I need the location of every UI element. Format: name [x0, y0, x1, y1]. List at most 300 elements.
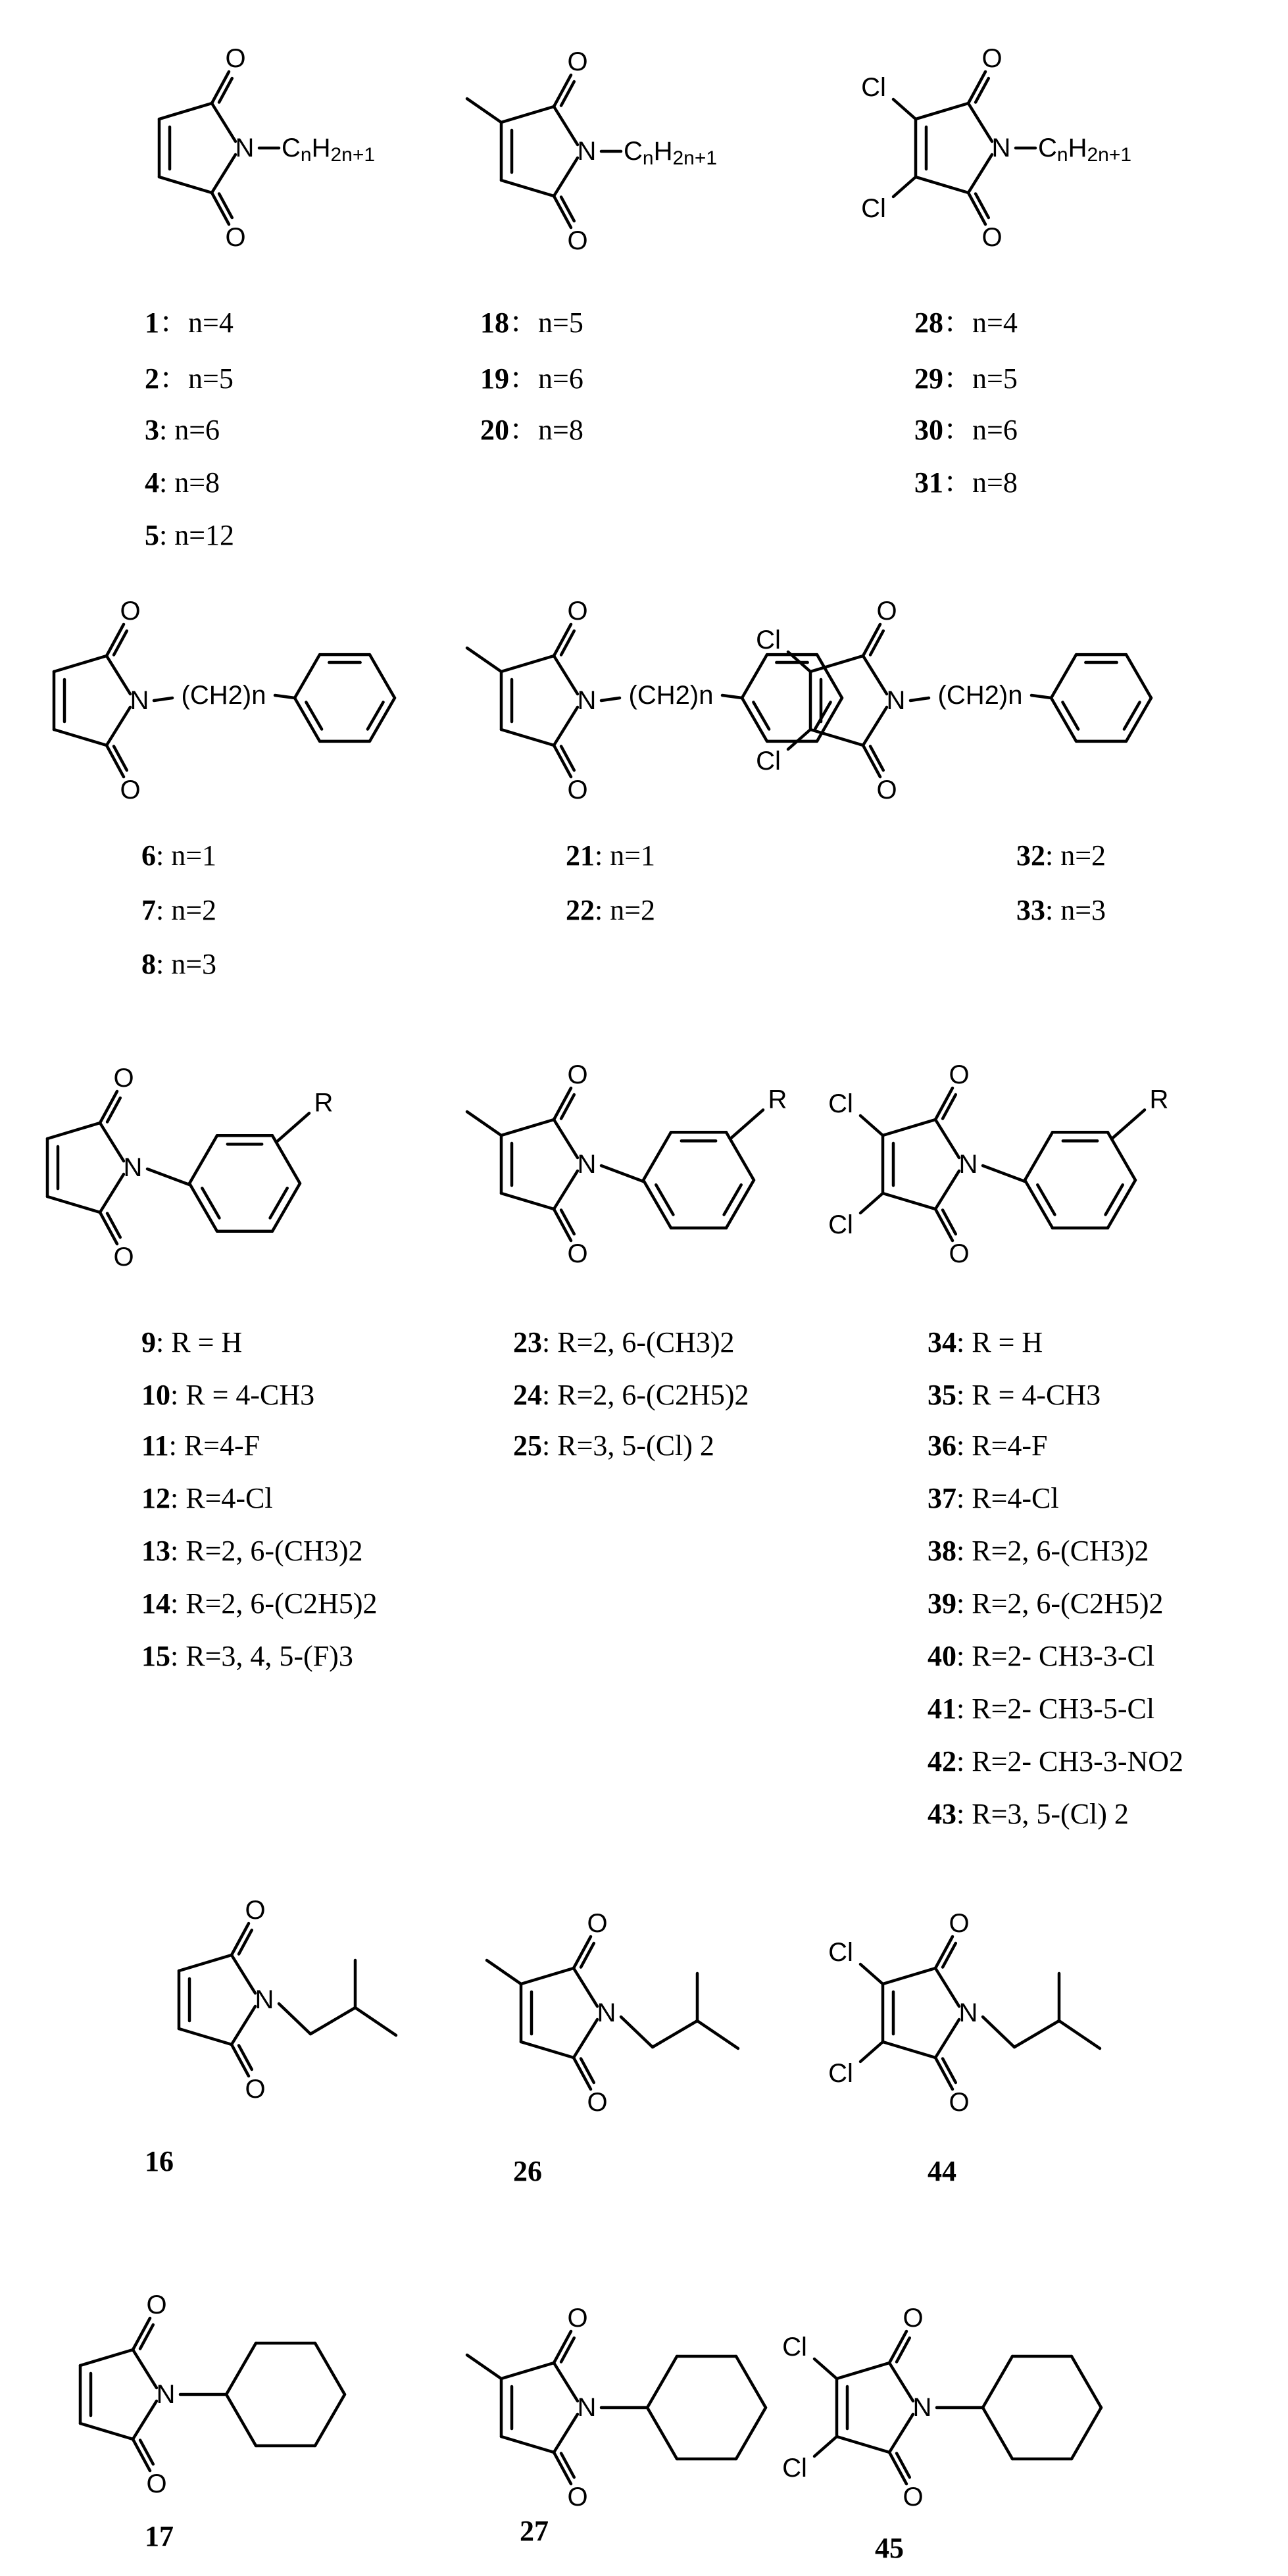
oxygen-atom: O	[567, 597, 588, 626]
compound-number: 32	[1016, 839, 1045, 872]
chlorine-atom: Cl	[861, 73, 886, 102]
compound-label-28	[914, 307, 1018, 339]
bond-ring	[100, 1174, 124, 1212]
bond-ring	[521, 1968, 574, 1984]
compound-substituent: : n=3	[1045, 894, 1106, 926]
compound-substituent: : R=4-Cl	[956, 1482, 1059, 1514]
compound-label-33	[1016, 894, 1106, 926]
bond-aromatic	[753, 702, 769, 729]
bond-ring	[226, 2343, 256, 2394]
compound-label-41	[928, 1693, 1154, 1725]
compound-label-6	[141, 839, 216, 872]
n-alkyl-bond	[697, 2021, 738, 2048]
compound-substituent: : R=4-Cl	[170, 1482, 273, 1514]
chlorine-atom: Cl	[861, 194, 886, 223]
compound-label-8	[141, 948, 216, 980]
chain-bond	[275, 695, 295, 698]
compound-label-37	[928, 1482, 1059, 1514]
bond-carbonyl	[114, 631, 127, 655]
bond-ring	[159, 177, 212, 193]
bond-carbonyl	[140, 2325, 153, 2348]
compound-substituent: : R=3, 5-(Cl) 2	[956, 1798, 1129, 1830]
chlorine-atom: Cl	[828, 1938, 853, 1967]
nitrogen-atom: N	[577, 1150, 597, 1179]
structure-1-5	[159, 44, 375, 252]
compound-label-38	[928, 1535, 1149, 1567]
bond-carbonyl	[976, 193, 989, 217]
bond-ring	[100, 1123, 124, 1161]
compound-label-19	[480, 362, 583, 395]
bond-aromatic	[724, 1185, 741, 1214]
bond-ring	[883, 1120, 935, 1135]
compound-number: 39	[928, 1587, 956, 1620]
chlorine-atom: Cl	[756, 747, 781, 776]
compound-label-45	[875, 2532, 904, 2564]
nitrogen-atom: N	[235, 134, 255, 162]
bond-carbonyl	[114, 746, 127, 770]
n-alkyl-bond	[983, 2017, 1014, 2047]
bond-carbonyl	[943, 2058, 956, 2082]
compound-number: 10	[141, 1379, 170, 1411]
bond-ring	[554, 656, 578, 694]
nitrogen-atom: N	[577, 2393, 597, 2422]
bond-ring	[80, 2423, 133, 2439]
bond-ring	[1025, 1132, 1053, 1180]
compound-number: 11	[141, 1429, 169, 1462]
nitrogen-atom: N	[156, 2380, 176, 2409]
compound-label-29	[914, 362, 1018, 395]
compound-substituent: : R = 4-CH3	[956, 1379, 1101, 1411]
compound-label-17	[145, 2520, 174, 2552]
bond-ring	[501, 1120, 554, 1135]
bond-ring	[968, 155, 992, 193]
bond-ring	[863, 656, 887, 694]
structure-27	[467, 2304, 766, 2512]
oxygen-atom: O	[587, 2088, 608, 2117]
chloro-bond	[860, 2042, 883, 2062]
bond-ring	[916, 103, 968, 119]
n-alkyl-bond	[279, 2004, 310, 2034]
structure-21-22	[467, 597, 842, 805]
oxygen-atom: O	[903, 2483, 924, 2512]
bond-ring	[501, 2437, 554, 2452]
chain-label: (CH2)n	[628, 681, 714, 710]
compound-substituent: : n=1	[156, 839, 217, 872]
compound-substituent: : n=2	[1045, 839, 1106, 872]
compound-number: 26	[513, 2155, 542, 2187]
oxygen-atom: O	[587, 1909, 608, 1938]
bond-ring	[837, 2437, 889, 2452]
bond-aromatic	[1037, 1185, 1054, 1214]
compound-substituent: : n=3	[156, 948, 217, 980]
bond-carbonyl	[897, 2338, 910, 2362]
bond-carbonyl	[943, 1943, 956, 1967]
compound-number: 20	[480, 414, 509, 446]
alkyl-chain-label: $C_nH_{2n+1}$	[624, 137, 718, 169]
bond-ring	[574, 1968, 597, 2006]
bond-aromatic	[656, 1185, 673, 1214]
compound-number: 40	[928, 1640, 956, 1672]
bond-ring	[554, 158, 578, 196]
structure-28-31	[861, 44, 1131, 252]
compound-number: 19	[480, 362, 509, 395]
compound-number: 18	[480, 307, 509, 339]
bond-carbonyl	[581, 2058, 594, 2082]
compound-number: 44	[928, 2155, 956, 2187]
bond-ring	[554, 707, 578, 745]
compound-number: 27	[520, 2515, 549, 2547]
compound-number: 37	[928, 1482, 956, 1514]
bond-ring	[883, 1193, 935, 1209]
bond-ring	[501, 180, 554, 196]
bond-carbonyl	[219, 193, 232, 217]
bond-ring	[554, 1120, 578, 1158]
bond-ring	[554, 1171, 578, 1209]
compound-number: 14	[141, 1587, 170, 1620]
compound-label-34	[928, 1326, 1043, 1358]
compound-label-18	[480, 307, 583, 339]
oxygen-atom: O	[949, 1060, 970, 1089]
oxygen-atom: O	[225, 44, 246, 73]
chlorine-atom: Cl	[828, 1089, 853, 1118]
bond-ring	[736, 2356, 766, 2408]
chain-label: (CH2)n	[937, 681, 1023, 710]
chloro-bond	[788, 730, 810, 749]
bond-carbonyl	[943, 1210, 956, 1233]
compound-label-5	[145, 519, 234, 551]
structure-23-25	[467, 1060, 787, 1268]
chloro-bond	[893, 177, 916, 197]
r-group-label: R	[314, 1088, 334, 1118]
bond-ring	[54, 730, 107, 745]
compound-substituent: ：n=6	[509, 362, 583, 395]
bond-ring	[863, 707, 887, 745]
compound-number: 36	[928, 1429, 956, 1462]
compound-label-20	[480, 414, 583, 446]
bond-ring	[935, 1171, 959, 1209]
bond-ring	[159, 103, 212, 119]
chain-bond	[1031, 695, 1051, 698]
structure-16	[179, 1896, 396, 2104]
bond-ring	[370, 655, 395, 698]
compound-label-30	[914, 414, 1018, 446]
methyl-bond	[467, 99, 501, 122]
bond-aromatic	[306, 702, 322, 729]
r-group-label: R	[768, 1085, 787, 1114]
nitrogen-atom: N	[130, 686, 149, 715]
bond-ring	[315, 2343, 345, 2394]
compound-number: 5	[145, 519, 159, 551]
n-alkyl-bond	[621, 2017, 653, 2047]
compound-number: 22	[566, 894, 595, 926]
compound-number: 7	[141, 894, 156, 926]
n-aryl-bond	[983, 1166, 1025, 1181]
nitrogen-atom: N	[577, 686, 597, 715]
compound-number: 16	[145, 2145, 174, 2177]
chloro-bond	[860, 1193, 883, 1213]
chloro-bond	[893, 99, 916, 119]
bond-carbonyl	[219, 78, 232, 102]
bond-carbonyl	[943, 1095, 956, 1118]
alkyl-chain-label: $C_nH_{2n+1}$	[1038, 134, 1132, 166]
compound-number: 21	[566, 839, 595, 872]
bond-ring	[1072, 2408, 1101, 2459]
r-group-label: R	[1149, 1085, 1169, 1114]
bond-aromatic	[270, 1188, 287, 1218]
chain-bond	[154, 698, 172, 701]
compound-substituent: : n=2	[595, 894, 656, 926]
compound-substituent: : n=2	[156, 894, 217, 926]
compound-label-21	[566, 839, 655, 872]
compound-substituent: ：n=5	[509, 307, 583, 339]
bond-ring	[212, 103, 235, 141]
nitrogen-atom: N	[886, 686, 906, 715]
bond-ring	[133, 2401, 157, 2439]
bond-ring	[935, 1120, 959, 1158]
compound-substituent: ：n=5	[159, 362, 234, 395]
bond-carbonyl	[976, 78, 989, 102]
oxygen-atom: O	[146, 2469, 167, 2498]
compound-substituent: : R=2- CH3-5-Cl	[956, 1693, 1155, 1725]
compound-label-25	[513, 1429, 714, 1462]
compound-label-32	[1016, 839, 1106, 872]
bond-ring	[983, 2356, 1012, 2408]
oxygen-atom: O	[903, 2304, 924, 2333]
compound-number: 41	[928, 1693, 956, 1725]
compound-substituent: ：n=4	[943, 307, 1018, 339]
compound-substituent: : R = 4-CH3	[170, 1379, 315, 1411]
methyl-bond	[467, 1112, 501, 1135]
bond-ring	[521, 2042, 574, 2058]
oxygen-atom: O	[567, 776, 588, 805]
chlorine-atom: Cl	[782, 2333, 807, 2362]
compound-label-43	[928, 1798, 1129, 1830]
compound-number: 17	[145, 2520, 174, 2552]
compound-label-13	[141, 1535, 362, 1567]
compound-label-27	[520, 2515, 549, 2547]
bond-ring	[226, 2394, 256, 2446]
structure-18-20	[467, 47, 717, 255]
compound-substituent: : n=12	[159, 519, 235, 551]
bond-ring	[889, 2414, 913, 2452]
compound-label-36	[928, 1429, 1048, 1462]
compound-number: 24	[513, 1379, 542, 1411]
bond-ring	[189, 1135, 217, 1183]
oxygen-atom: O	[120, 597, 141, 626]
compound-label-11	[141, 1429, 260, 1462]
oxygen-atom: O	[876, 597, 897, 626]
bond-ring	[232, 2006, 255, 2044]
compound-number: 35	[928, 1379, 956, 1411]
r-substituent-bond	[1112, 1110, 1145, 1139]
oxygen-atom: O	[567, 2304, 588, 2333]
bond-ring	[736, 2408, 766, 2459]
compound-number: 34	[928, 1326, 956, 1358]
chloro-bond	[814, 2437, 837, 2456]
compound-substituent: : R=4-F	[168, 1429, 260, 1462]
compound-number: 6	[141, 839, 156, 872]
bond-carbonyl	[561, 1210, 574, 1233]
chain-bond	[910, 698, 929, 701]
oxygen-atom: O	[567, 1239, 588, 1268]
oxygen-atom: O	[949, 2088, 970, 2117]
oxygen-atom: O	[225, 223, 246, 252]
bond-ring	[315, 2394, 345, 2446]
n-alkyl-bond	[653, 2021, 697, 2047]
bond-carbonyl	[107, 1098, 120, 1122]
structure-32-33	[756, 597, 1151, 805]
chloro-bond	[860, 1116, 883, 1135]
bond-ring	[983, 2408, 1012, 2459]
bond-ring	[883, 2042, 935, 2058]
chlorine-atom: Cl	[828, 2059, 853, 2088]
compound-label-44	[928, 2155, 956, 2187]
compound-label-2	[145, 362, 234, 395]
bond-ring	[935, 2019, 959, 2058]
compound-number: 8	[141, 948, 156, 980]
nitrogen-atom: N	[255, 1985, 274, 2014]
compound-substituent: : n=1	[595, 839, 656, 872]
oxygen-atom: O	[120, 776, 141, 805]
compound-number: 25	[513, 1429, 542, 1462]
bond-ring	[107, 707, 130, 745]
bond-carbonyl	[561, 1095, 574, 1118]
compound-number: 3	[145, 414, 159, 446]
compound-substituent: : R=3, 5-(Cl) 2	[542, 1429, 714, 1462]
bond-ring	[80, 2350, 133, 2365]
compound-number: 43	[928, 1798, 956, 1830]
bond-ring	[574, 2019, 597, 2058]
compound-number: 42	[928, 1745, 956, 1777]
bond-ring	[554, 2363, 578, 2401]
bond-ring	[742, 655, 767, 698]
compound-label-7	[141, 894, 216, 926]
structure-34-43	[828, 1060, 1168, 1268]
bond-ring	[107, 656, 130, 694]
bond-carbonyl	[897, 2453, 910, 2477]
compound-number: 2	[145, 362, 159, 395]
bond-carbonyl	[239, 1930, 252, 1954]
compound-number: 31	[914, 466, 943, 499]
oxygen-atom: O	[949, 1909, 970, 1938]
bond-ring	[295, 655, 320, 698]
compound-number: 45	[875, 2532, 904, 2564]
compound-substituent: : R=2, 6-(CH3)2	[170, 1535, 363, 1567]
chain-bond	[722, 695, 742, 698]
compound-label-12	[141, 1482, 273, 1514]
compound-label-24	[513, 1379, 749, 1411]
compound-substituent: : R=2, 6-(C2H5)2	[542, 1379, 749, 1411]
compound-substituent: : R=2, 6-(CH3)2	[542, 1326, 735, 1358]
compound-number: 33	[1016, 894, 1045, 926]
bond-ring	[179, 1955, 232, 1971]
chloro-bond	[814, 2359, 837, 2379]
oxygen-atom: O	[146, 2291, 167, 2319]
bond-ring	[916, 177, 968, 193]
n-alkyl-bond	[355, 2008, 396, 2035]
oxygen-atom: O	[567, 1060, 588, 1089]
compound-label-3	[145, 414, 220, 446]
compound-label-4	[145, 466, 220, 499]
bond-ring	[968, 103, 992, 141]
compound-substituent: : R=2, 6-(C2H5)2	[170, 1587, 378, 1620]
oxygen-atom: O	[113, 1243, 134, 1272]
compound-label-14	[141, 1587, 377, 1620]
bond-aromatic	[368, 702, 384, 729]
bond-ring	[501, 656, 554, 672]
r-substituent-bond	[276, 1113, 309, 1142]
bond-carbonyl	[561, 197, 574, 220]
nitrogen-atom: N	[958, 1150, 978, 1179]
methyl-bond	[467, 648, 501, 672]
oxygen-atom: O	[245, 2075, 266, 2104]
bond-ring	[647, 2356, 677, 2408]
n-aryl-bond	[147, 1169, 189, 1185]
bond-aromatic	[1062, 702, 1078, 729]
compound-substituent: : R=2- CH3-3-NO2	[956, 1745, 1184, 1777]
compound-number: 13	[141, 1535, 170, 1567]
bond-carbonyl	[870, 746, 883, 770]
oxygen-atom: O	[113, 1064, 134, 1093]
n-alkyl-bond	[1014, 2021, 1059, 2047]
bond-ring	[54, 656, 107, 672]
compound-number: 28	[914, 307, 943, 339]
bond-carbonyl	[561, 2338, 574, 2362]
oxygen-atom: O	[567, 226, 588, 255]
bond-ring	[501, 730, 554, 745]
r-substituent-bond	[730, 1110, 763, 1139]
chlorine-atom: Cl	[756, 626, 781, 655]
compound-substituent: ：n=4	[159, 307, 234, 339]
compound-substituent: : R=4-F	[956, 1429, 1048, 1462]
bond-ring	[883, 1968, 935, 1984]
bond-carbonyl	[239, 2045, 252, 2069]
oxygen-atom: O	[567, 2483, 588, 2512]
compound-substituent: ：n=5	[943, 362, 1018, 395]
compound-label-15	[141, 1640, 353, 1672]
oxygen-atom: O	[567, 47, 588, 76]
bond-carbonyl	[107, 1213, 120, 1237]
structure-17	[80, 2291, 345, 2498]
compound-number: 15	[141, 1640, 170, 1672]
bond-carbonyl	[870, 631, 883, 655]
structure-6-8	[54, 597, 395, 805]
compound-label-1	[145, 307, 234, 339]
compound-substituent: : n=6	[159, 414, 220, 446]
nitrogen-atom: N	[991, 134, 1011, 162]
bond-aromatic	[815, 702, 831, 729]
bond-ring	[1051, 655, 1076, 698]
chlorine-atom: Cl	[782, 2454, 807, 2483]
compound-substituent: : R=2- CH3-3-Cl	[956, 1640, 1155, 1672]
chain-bond	[601, 698, 620, 701]
compound-label-35	[928, 1379, 1101, 1411]
nitrogen-atom: N	[597, 1998, 616, 2027]
bond-ring	[133, 2350, 157, 2388]
compound-label-42	[928, 1745, 1183, 1777]
compound-label-26	[513, 2155, 542, 2187]
alkyl-chain-label: $C_nH_{2n+1}$	[282, 134, 376, 166]
compound-label-31	[914, 466, 1018, 499]
bond-ring	[501, 107, 554, 122]
oxygen-atom: O	[981, 44, 1003, 73]
bond-carbonyl	[140, 2440, 153, 2464]
compound-number: 4	[145, 466, 159, 499]
bond-aromatic	[1106, 1185, 1123, 1214]
bond-ring	[212, 155, 235, 193]
bond-ring	[47, 1197, 100, 1212]
bond-carbonyl	[561, 631, 574, 655]
